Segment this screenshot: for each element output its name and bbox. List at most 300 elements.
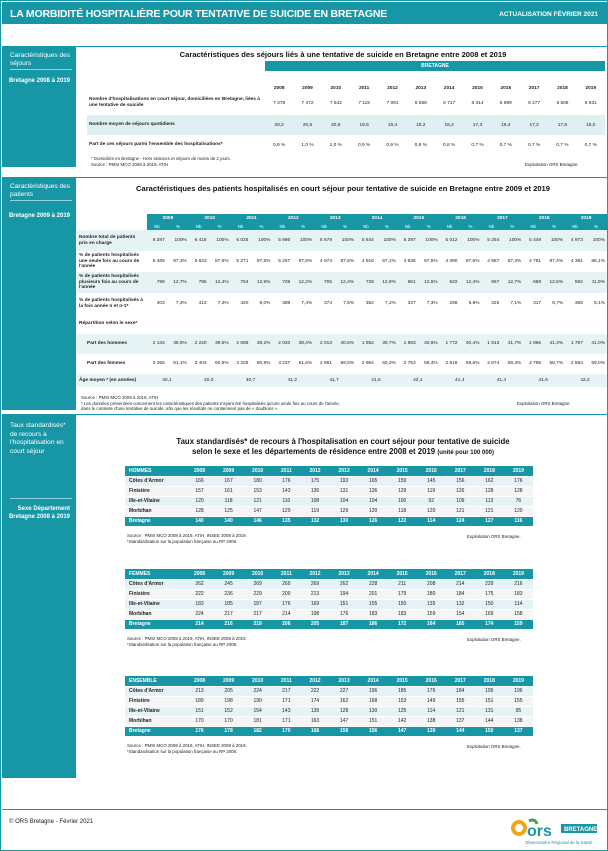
year-header: 2011	[272, 466, 300, 476]
rates-table-ensemble	[125, 676, 533, 737]
table-cell: 12,7%	[167, 272, 189, 293]
stays-note-1: * Domiciliés en Bretagne - Hors séances et séjours de moins de 2 jours.	[91, 156, 231, 161]
row-label: Bretagne	[125, 619, 185, 629]
table-cell: 149	[417, 696, 446, 706]
table-cell: 174	[475, 619, 504, 629]
table-cell: 661	[398, 272, 418, 293]
table-row	[77, 293, 607, 314]
patients-note-2: * Les données présentées concernent les caractéristiques des patients n'ayant été hospitalisés qu'une seule fois au cours de l'année,	[81, 400, 341, 406]
table-cell: 38,4%	[292, 334, 314, 354]
age-cell: 42,2	[565, 374, 607, 387]
table-row	[125, 476, 533, 486]
table-cell: 128	[504, 486, 533, 496]
table-cell: 5 831	[584, 100, 597, 106]
table-cell: 184	[446, 589, 475, 599]
nb-header: Nb	[272, 223, 292, 230]
table-cell: 7,1%	[510, 300, 522, 306]
row-label: Ille-et-Vilaine	[125, 599, 185, 609]
table-row	[125, 726, 533, 736]
table-cell: 171	[272, 696, 300, 706]
logo-region: BRETAGNE	[564, 827, 598, 833]
year-header: 2011	[272, 676, 300, 686]
years-row	[87, 71, 605, 91]
table-cell: 5 644	[356, 230, 376, 251]
table-cell: 178	[214, 726, 243, 736]
table-cell: 144	[475, 716, 504, 726]
table-cell: 100%	[418, 230, 440, 251]
table-cell: 155	[504, 696, 533, 706]
table-cell: 139	[417, 726, 446, 736]
table-heading: FEMMES	[125, 569, 185, 579]
patients-note-3: dans le contexte d'une tentative de suicide, afin que les résultats ne contiennent pas de « doublons ».	[81, 406, 279, 411]
update-date: ACTUALISATION FÉVRIER 2021	[499, 11, 598, 18]
table-cell: 5 257	[278, 258, 291, 264]
table-cell: 211	[388, 579, 417, 589]
pct-header: %	[250, 223, 272, 230]
table-row	[125, 486, 533, 496]
table-cell: 374	[324, 300, 333, 306]
table-cell: 100%	[585, 230, 607, 251]
year-header: 2010	[189, 214, 231, 223]
table-cell: 131	[475, 706, 504, 716]
table-cell: 151	[359, 716, 388, 726]
table-cell: 137	[446, 716, 475, 726]
row-label: Côtes d'Armor	[125, 579, 185, 589]
table-cell: 126	[359, 516, 388, 526]
table-cell: 143	[272, 706, 300, 716]
year-header: 2013	[330, 676, 359, 686]
table-cell: 224	[243, 686, 272, 696]
table-cell: 7,3%	[175, 300, 187, 306]
table-cell: 137	[504, 726, 533, 736]
table-cell: 108	[301, 496, 330, 506]
year-header: 2010	[243, 569, 272, 579]
rates-title-line2: selon le sexe et les départements de résidence entre 2008 et 2019	[192, 447, 436, 456]
table-cell: 198	[301, 609, 330, 619]
table-cell: 622	[440, 272, 460, 293]
table-cell: 187	[330, 619, 359, 629]
table-cell: 139	[301, 706, 330, 716]
table-cell: 6 277	[528, 100, 541, 106]
region-header-row	[87, 61, 605, 71]
table-cell: 227	[330, 686, 359, 696]
table-cell: 169	[301, 599, 330, 609]
table-cell: 121	[243, 496, 272, 506]
pct-header: %	[543, 223, 565, 230]
pct-header: %	[418, 223, 440, 230]
age-cell: 41,5	[356, 374, 398, 387]
section-divider	[76, 177, 607, 178]
table-cell: 121	[446, 706, 475, 716]
nb-header: Nb	[523, 223, 543, 230]
table-cell: 172	[388, 619, 417, 629]
table-cell: 3 403	[194, 361, 207, 367]
table-cell: 4 974	[320, 258, 333, 264]
year-header: 2015	[398, 214, 440, 223]
table-cell: 121	[475, 506, 504, 516]
row-label: Finistère	[125, 589, 185, 599]
table-cell: 87,5%	[424, 258, 438, 264]
year-header: 2018	[475, 569, 504, 579]
table-cell: 154	[243, 706, 272, 716]
nb-header: Nb	[147, 223, 167, 230]
table-cell: 128	[330, 706, 359, 716]
rates-title-unit: (unité pour 100 000)	[437, 450, 494, 456]
table-cell: 135	[417, 599, 446, 609]
table-cell: 0,7 %	[499, 142, 512, 148]
year-header: 2019	[504, 569, 533, 579]
rates-std: *Standardisation sur la population française au RP 2006.	[127, 641, 238, 647]
table-cell: 4 390	[445, 258, 458, 264]
year-header: 2013	[314, 214, 356, 223]
table-cell: 6 717	[443, 100, 456, 106]
section-divider	[76, 414, 607, 415]
year-header: 2012	[301, 676, 330, 686]
table-cell: 125	[214, 506, 243, 516]
table-cell: 87,3%	[173, 258, 187, 264]
table-cell: 130	[359, 706, 388, 716]
patients-note-1: Source : PMSI MCO 2009 à 2019, ATIH	[81, 395, 159, 400]
table-cell: 2 795	[529, 361, 542, 367]
rates-credit: Exploitation ORS Bretagne.	[467, 534, 521, 539]
table-cell: 214	[272, 609, 300, 619]
year-header: 2014	[359, 466, 388, 476]
year-header: 2009	[214, 466, 243, 476]
table-cell: 140	[185, 516, 214, 526]
table-cell: 150	[475, 726, 504, 736]
table-cell: 7,3%	[217, 300, 229, 306]
table-cell: 120	[504, 506, 533, 516]
year-header: 2016	[417, 466, 446, 476]
table-cell: 754	[231, 272, 251, 293]
table-cell: 1,0 %	[301, 142, 314, 148]
table-cell: 214	[185, 619, 214, 629]
table-cell: 87,6%	[215, 258, 229, 264]
age-cell: 40,3	[189, 374, 231, 387]
row-label: Finistère	[125, 486, 185, 496]
table-cell: 150	[388, 599, 417, 609]
table-cell: 7,4%	[301, 300, 313, 306]
sidebar-patients-title: Caractéristiques des patients	[10, 183, 71, 198]
table-row	[77, 272, 607, 293]
row-label: Nombre moyen de séjours quotidiens	[87, 115, 265, 135]
table-cell: 2 961	[320, 361, 333, 367]
table-cell: 176	[272, 599, 300, 609]
stays-note	[91, 156, 231, 167]
table-cell: 58,3%	[507, 361, 522, 367]
table-cell: 222	[301, 686, 330, 696]
table-cell: 61,1%	[173, 361, 187, 367]
region-label: BRETAGNE	[265, 61, 605, 71]
table-cell: 186	[359, 619, 388, 629]
table-cell: 219	[243, 619, 272, 629]
sidebar-patients	[2, 177, 76, 410]
table-cell: 213	[185, 686, 214, 696]
pct-header: %	[501, 223, 523, 230]
table-cell: 147	[243, 506, 272, 516]
table-cell: 7,5%	[343, 300, 355, 306]
table-cell: 705	[314, 272, 334, 293]
table-cell: 104	[359, 496, 388, 506]
table-cell: 151	[475, 696, 504, 706]
table-cell: 162	[330, 696, 359, 706]
table-cell: 4 781	[529, 258, 542, 264]
table-cell: 100%	[543, 230, 565, 251]
table-cell: 165	[446, 619, 475, 629]
year-header: 2011	[358, 86, 370, 91]
table-cell: 95	[504, 706, 533, 716]
table-cell: 121	[446, 506, 475, 516]
table-cell: 12,4%	[209, 272, 231, 293]
year-header: 2010	[330, 86, 342, 91]
ors-logo	[507, 814, 599, 846]
table-cell: 2 584	[570, 361, 583, 367]
table-cell: 5 297	[398, 230, 418, 251]
table-cell: 795	[189, 272, 209, 293]
table-cell: 11,9%	[585, 272, 607, 293]
table-cell: 114	[417, 516, 446, 526]
table-cell: 269	[243, 579, 272, 589]
table-row	[125, 506, 533, 516]
year-header: 2018	[523, 214, 565, 223]
pct-header: %	[334, 223, 356, 230]
year-header: 2017	[446, 466, 475, 476]
table-cell: 59,6%	[465, 361, 480, 367]
logo-circle-inner	[515, 824, 523, 832]
table-cell: 170	[272, 726, 300, 736]
table-cell: 356	[574, 300, 583, 306]
table-cell: 229	[243, 589, 272, 599]
table-cell: 8,0%	[259, 300, 271, 306]
table-cell: 100%	[167, 230, 189, 251]
table-cell: 113	[475, 496, 504, 506]
table-cell: 236	[214, 589, 243, 599]
sidebar-divider	[10, 200, 72, 201]
table-row	[125, 579, 533, 589]
table-cell: 413	[198, 300, 207, 306]
row-label: Morbihan	[125, 609, 185, 619]
table-cell: 136	[359, 486, 388, 496]
table-cell: 7 119	[358, 100, 370, 106]
year-header: 2014	[356, 214, 398, 223]
table-cell: 136	[301, 486, 330, 496]
table-cell: 61,6%	[298, 361, 313, 367]
table-cell: 174	[301, 696, 330, 706]
table-cell: 667	[482, 272, 502, 293]
patients-table	[77, 214, 607, 387]
table-cell: 2 013	[314, 334, 334, 354]
year-header: 2015	[388, 569, 417, 579]
nb-header: Nb	[565, 223, 585, 230]
table-cell: 100%	[501, 230, 523, 251]
table-cell: 59,5%	[340, 361, 355, 367]
table-row	[125, 686, 533, 696]
table-cell: 59,0%	[591, 361, 605, 367]
table-row	[77, 230, 607, 251]
table-cell: 6 025	[231, 230, 251, 251]
table-cell: 179	[388, 589, 417, 599]
stays-title: Caractéristiques des séjours liés à une tentative de suicide en Bretagne entre 2008 et 2019	[179, 50, 507, 59]
year-header: 2010	[243, 676, 272, 686]
table-cell: 58,7%	[549, 361, 564, 367]
year-header: 2012	[301, 569, 330, 579]
year-header: 2019	[585, 86, 597, 91]
table-cell: 0,7 %	[584, 142, 597, 148]
age-cell: 40,7	[231, 374, 273, 387]
table-heading: HOMMES	[125, 466, 185, 476]
sidebar-rates	[2, 414, 76, 778]
row-label: Morbihan	[125, 506, 185, 516]
sidebar-stays-title: Caractéristiques des séjours	[10, 52, 71, 67]
year-header: 2014	[359, 676, 388, 686]
table-cell: 110	[272, 496, 300, 506]
table-cell: 153	[243, 486, 272, 496]
row-label: % de patients hospitalisés plusieurs fois au cours de l'année	[77, 272, 147, 293]
table-cell: 2 020	[272, 334, 292, 354]
table-cell: 104	[330, 496, 359, 506]
table-cell: 16,0	[577, 115, 605, 135]
table-cell: 0,8 %	[442, 142, 456, 148]
table-cell: 145	[417, 476, 446, 486]
table-cell: 2 753	[403, 361, 416, 367]
table-cell: 87,3%	[507, 258, 522, 264]
year-header: 2014	[359, 569, 388, 579]
table-cell: 159	[388, 476, 417, 486]
blank-cell	[77, 214, 147, 223]
table-cell: 201	[359, 589, 388, 599]
table-cell: 12,4%	[334, 272, 356, 293]
table-cell: 3 205	[236, 361, 249, 367]
copyright: © ORS Bretagne - Février 2021	[9, 819, 94, 825]
table-cell: 12,6%	[543, 272, 565, 293]
table-cell: 100%	[334, 230, 356, 251]
pct-header: %	[459, 223, 481, 230]
table-cell: 169	[475, 609, 504, 619]
table-cell: 114	[417, 706, 446, 716]
year-header: 2010	[243, 466, 272, 476]
subheader-row	[77, 223, 607, 230]
table-cell: 6,8%	[468, 300, 480, 306]
table-cell: 87,6%	[465, 258, 480, 264]
table-cell: 150	[475, 599, 504, 609]
table-cell: 176	[330, 609, 359, 619]
pct-header: %	[167, 223, 189, 230]
year-header: 2009	[147, 214, 189, 223]
table-cell: 2 220	[189, 334, 209, 354]
table-cell: 1 952	[356, 334, 376, 354]
sidebar-stays-sub: Bretagne 2008 à 2019	[8, 78, 70, 84]
table-cell: 6 658	[414, 100, 427, 106]
year-header: 2013	[330, 466, 359, 476]
table-cell: 7,2%	[384, 300, 396, 306]
table-cell: 130	[330, 516, 359, 526]
table-cell: 87,8%	[298, 258, 313, 264]
table-cell: 16,4	[492, 115, 520, 135]
table-cell: 180	[243, 476, 272, 486]
table-cell: 166	[185, 476, 214, 486]
sidebar-divider	[10, 69, 72, 70]
year-header: 2011	[272, 569, 300, 579]
table-cell: 100%	[376, 230, 398, 251]
table-cell: 403	[156, 300, 165, 306]
table-cell: 5 679	[314, 230, 334, 251]
year-header: 2015	[472, 86, 483, 91]
table-cell: 337	[407, 300, 416, 306]
age-cell: 41,6	[523, 374, 565, 387]
row-label: Morbihan	[125, 716, 185, 726]
table-cell: 2 964	[361, 361, 374, 367]
table-cell: 147	[330, 716, 359, 726]
table-cell: 109	[446, 496, 475, 506]
table-cell: 224	[185, 609, 214, 619]
table-cell: 217	[272, 686, 300, 696]
table-cell: 155	[359, 599, 388, 609]
table-cell: 17,2	[520, 115, 548, 135]
table-cell: 12,9%	[376, 272, 398, 293]
patients-note	[81, 395, 340, 412]
table-row	[125, 716, 533, 726]
year-header: 2017	[446, 569, 475, 579]
table-cell: 217	[214, 609, 243, 619]
year-header: 2009	[214, 569, 243, 579]
table-cell: 205	[301, 619, 330, 629]
table-cell: 38,9%	[167, 334, 189, 354]
table-cell: 198	[214, 696, 243, 706]
nb-header: Nb	[189, 223, 209, 230]
table-cell: 156	[359, 726, 388, 736]
table-cell: 4 636	[403, 258, 416, 264]
year-header: 2017	[446, 676, 475, 686]
table-cell: 146	[243, 516, 272, 526]
rates-credit: Exploitation ORS Bretagne.	[467, 744, 521, 749]
table-cell: 59,4%	[424, 361, 438, 367]
nb-header: Nb	[314, 223, 334, 230]
sex-heading: Répartition selon le sexe*	[79, 321, 138, 327]
table-cell: 0,9 %	[358, 142, 371, 148]
page-title: LA MORBIDITÉ HOSPITALIÈRE POUR TENTATIVE DE SUICIDE EN BRETAGNE	[10, 8, 388, 20]
year-header: 2018	[475, 466, 504, 476]
age-cell: 41,2	[272, 374, 314, 387]
table-cell: 135	[272, 516, 300, 526]
table-cell: 7 378	[273, 100, 286, 106]
table-cell: 176	[185, 726, 214, 736]
table-cell: 87,5%	[256, 258, 271, 264]
table-cell: 20,9	[322, 115, 350, 135]
year-header: 2008	[273, 86, 285, 91]
table-cell: 40,5%	[334, 334, 356, 354]
year-header: 2015	[388, 466, 417, 476]
rates-source: Source : PMSI MCO 2008 à 2019, ATIH, INSEE 2008 à 2019.	[127, 743, 247, 748]
table-cell: 176	[417, 686, 446, 696]
table-cell: 167	[214, 476, 243, 486]
table-row	[77, 354, 607, 374]
row-label: Ille-et-Vilaine	[125, 706, 185, 716]
rates-source: Source : PMSI MCO 2008 à 2019, ATIH, INSEE 2008 à 2019.	[127, 636, 247, 641]
table-cell: 208	[417, 579, 446, 589]
table-cell: 12,2%	[292, 272, 314, 293]
table-row	[125, 706, 533, 716]
table-cell: 185	[388, 686, 417, 696]
table-cell: 1 797	[565, 334, 585, 354]
table-cell: 129	[388, 486, 417, 496]
table-cell: 176	[272, 476, 300, 486]
table-cell: 19,5	[350, 115, 378, 135]
pct-header: %	[585, 223, 607, 230]
table-cell: 39,5%	[209, 334, 231, 354]
pct-header: %	[376, 223, 398, 230]
table-cell: 18,2	[407, 115, 435, 135]
table-row	[125, 496, 533, 506]
